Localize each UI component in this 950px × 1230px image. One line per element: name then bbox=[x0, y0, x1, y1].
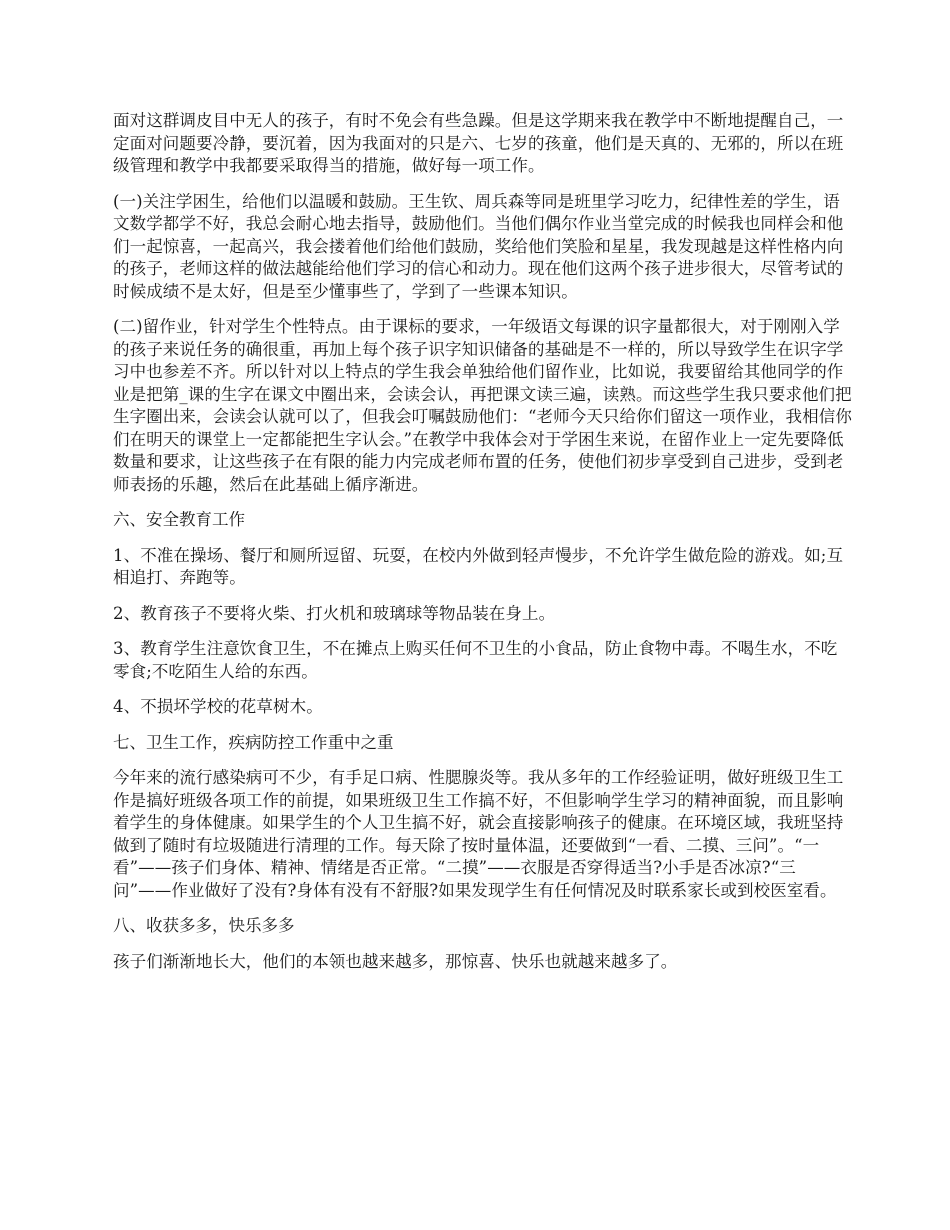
document-body bbox=[113, 110, 853, 986]
section-heading-hygiene: 七、卫生工作，疾病防控工作重中之重 bbox=[113, 732, 394, 752]
section-heading-safety: 六、安全教育工作 bbox=[113, 510, 245, 529]
paragraph-conclusion: 孩子们渐渐地长大，他们的本领也越来越多，那惊喜、快乐也就越来越多了。 bbox=[113, 951, 678, 971]
paragraph-hygiene: 今年来的流行感染病可不少，有手足口病、性腮腺炎等。我从多年的工作经验证明，做好班级卫生工作是搞好班级各项工作的前提，如果班级卫生工作搞不好，不但影响学生学习的精神面貌，而且影响着学生的身体健康。如果学生的个人卫生搞不好，就会直接影响孩子的健康。在环境区域，我班坚持做到了随时有垃圾随进行清理的工作。每天除了按时量体温，还要做到“一看、二摸、三问”。“一看”——孩子们身体、精神、情绪是否正常。“二摸”——衣服是否穿得适当?小手是否冰凉?“三问”——作业做好了没有?身体有没有不舒服?如果发现学生有任何情况及时联系家长或到校医室看。 bbox=[113, 768, 844, 900]
paragraph-homework: (二)留作业，针对学生个性特点。由于课标的要求，一年级语文每课的识字量都很大，对于刚刚入学的孩子来说任务的确很重，再加上每个孩子识字知识储备的基础是不一样的，所以导致学生在识字学习中也参差不齐。所以针对以上特点的学生我会单独给他们留作业，比如说，我要留给其他同学的作业是把第_课的生字在课文中圈出来，会读会认，再把课文读三遍，读熟。而这些学生我只要求他们把生字圈出来，会读会认就可以了，但我会叮嘱鼓励他们：“老师今天只给你们留这一项作业，我相信你们在明天的课堂上一定都能把生字认会。”在教学中我体会对于学困生来说，在留作业上一定先要降低数量和要求，让这些孩子在有限的能力内完成老师布置的任务，使他们初步享受到自己进步，受到老师表扬的乐趣，然后在此基础上循序渐进。 bbox=[113, 317, 852, 494]
paragraph-struggling-students: (一)关注学困生，给他们以温暖和鼓励。王生钦、周兵森等同是班里学习吃力，纪律性差的学生，语文数学都学不好，我总会耐心地去指导，鼓励他们。当他们偶尔作业当堂完成的时候我也同样会和他们一起惊喜，一起高兴，我会搂着他们给他们鼓励，奖给他们笑脸和星星，我发现越是这样性格内向的孩子，老师这样的做法越能给他们学习的信心和动力。现在他们这两个孩子进步很大，尽管考试的时候成绩不是太好，但是至少懂事些了，学到了一些课本知识。 bbox=[113, 191, 844, 301]
list-item-safety-1: 1、不准在操场、餐厅和厕所逗留、玩耍，在校内外做到轻声慢步，不允许学生做危险的游戏。如;互相追打、奔跑等。 bbox=[113, 545, 844, 587]
paragraph-intro: 面对这群调皮目中无人的孩子，有时不免会有些急躁。但是这学期来我在教学中不断地提醒自己，一定面对问题要冷静，要沉着，因为我面对的只是六、七岁的孩童，他们是天真的、无邪的，所以在班级管理和教学中我都要采取得当的措施，做好每一项工作。 bbox=[113, 111, 844, 175]
list-item-safety-4: 4、不损坏学校的花草树木。 bbox=[113, 697, 323, 716]
list-item-safety-3: 3、教育学生注意饮食卫生，不在摊点上购买任何不卫生的小食品，防止食物中毒。不喝生水，不吃零食;不吃陌生人给的东西。 bbox=[113, 639, 838, 681]
list-item-safety-2: 2、教育孩子不要将火柴、打火机和玻璃球等物品装在身上。 bbox=[113, 603, 556, 623]
section-heading-harvest: 八、收获多多，快乐多多 bbox=[113, 916, 295, 935]
